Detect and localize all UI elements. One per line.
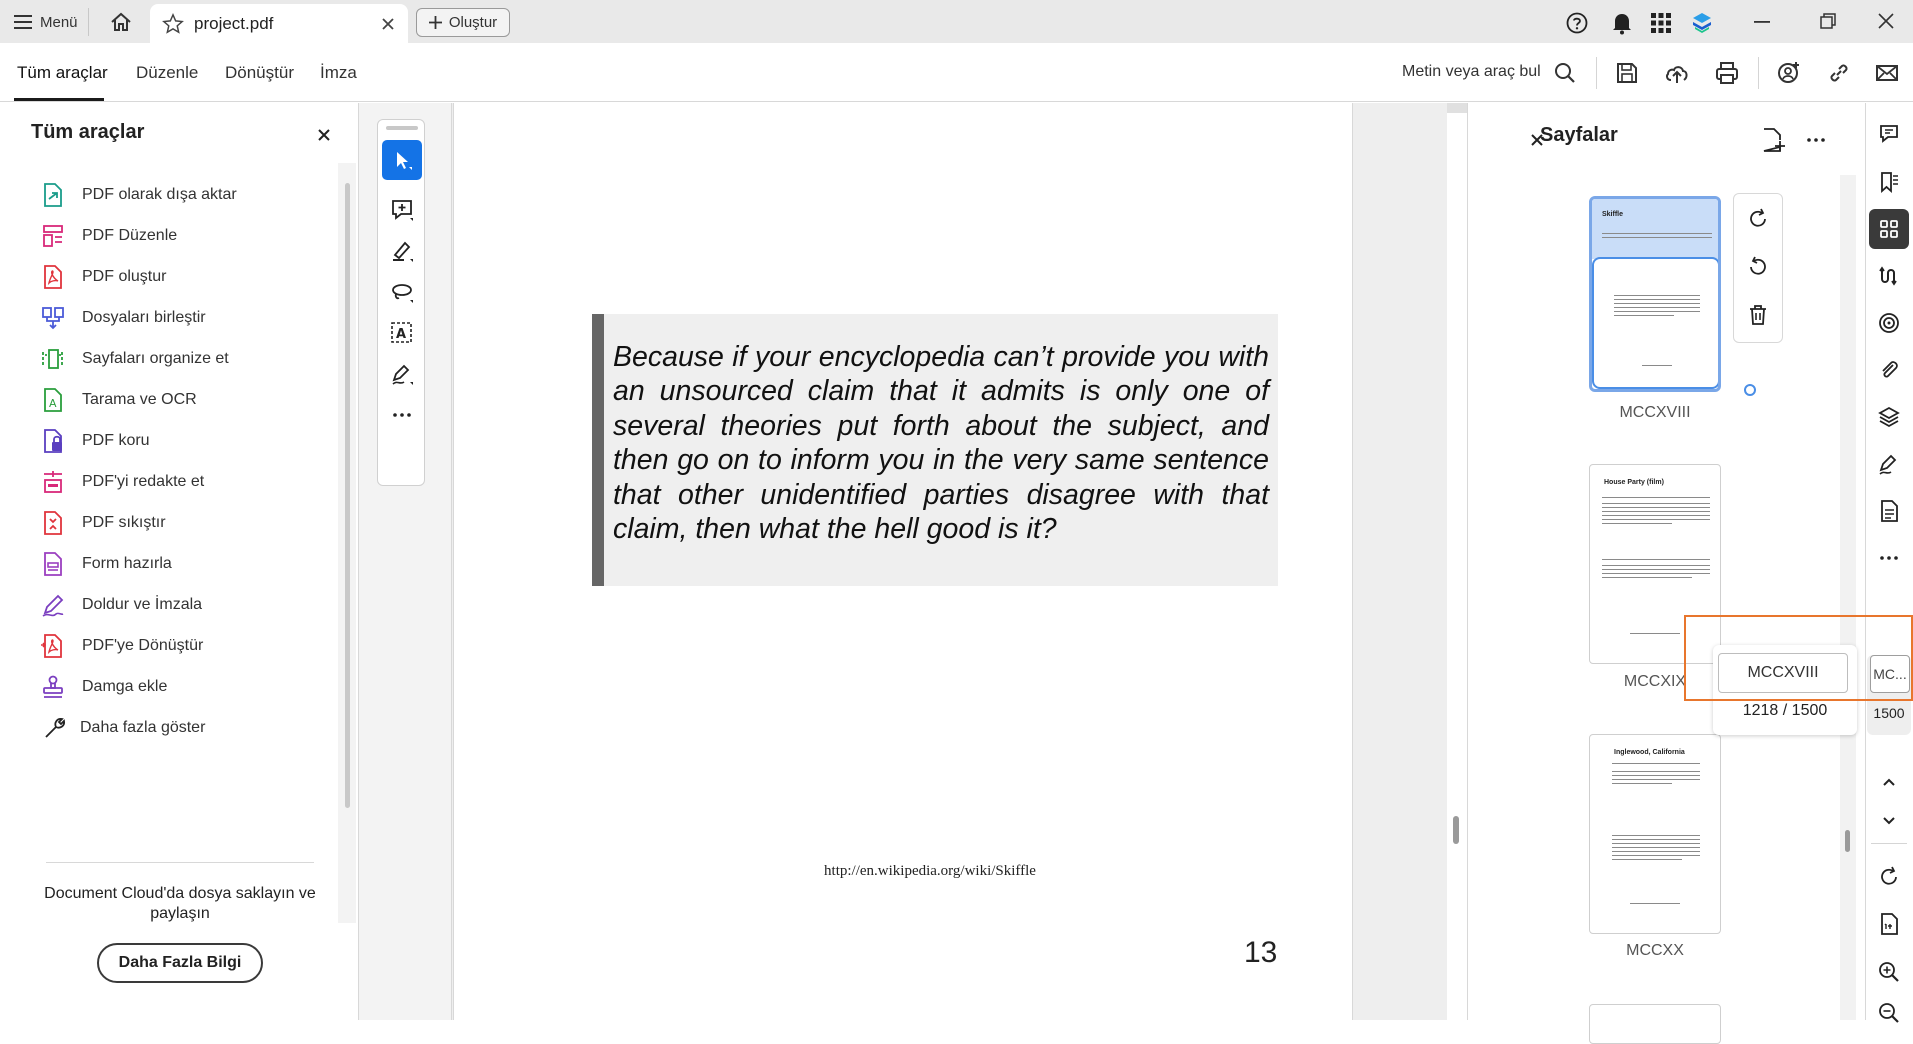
organize-pages-icon — [40, 346, 66, 372]
more-options-icon[interactable] — [1806, 137, 1826, 143]
document-cloud-promo: Document Cloud'da dosya saklayın ve paylaşın — [44, 885, 316, 922]
previous-page-button[interactable] — [1869, 762, 1909, 802]
minimize-icon[interactable] — [1754, 21, 1770, 23]
rotate-clockwise-icon[interactable] — [1747, 208, 1769, 230]
compress-pdf-icon — [40, 510, 66, 536]
tool-label: Dosyaları birleştir — [82, 309, 206, 326]
document-properties-button[interactable] — [1869, 491, 1909, 531]
add-comment-button[interactable] — [382, 190, 422, 230]
plus-icon — [429, 16, 442, 29]
title-bar — [0, 0, 1913, 43]
menu-button[interactable] — [14, 7, 78, 37]
create-button[interactable] — [416, 8, 510, 37]
more-tools-button[interactable] — [382, 395, 422, 435]
home-button[interactable] — [110, 7, 132, 37]
svg-text:A: A — [396, 327, 407, 342]
tool-add-stamp[interactable] — [40, 672, 167, 702]
pen-sign-icon — [390, 362, 414, 386]
search-icon[interactable] — [1552, 60, 1578, 86]
tool-export-pdf[interactable] — [40, 180, 237, 210]
page-thumbnail[interactable] — [1589, 464, 1721, 664]
scrollbar-track — [1447, 103, 1467, 113]
thumbnail-label: MCCXIX — [1623, 673, 1687, 690]
zoom-in-icon — [1878, 961, 1900, 983]
pages-button[interactable] — [1869, 209, 1909, 249]
tool-label: Damga ekle — [82, 678, 168, 695]
select-tool-button[interactable] — [382, 140, 422, 180]
tool-label: PDF Düzenle — [82, 227, 178, 244]
menu-bar — [0, 43, 1913, 102]
page-count: 1218 / 1500 — [1742, 702, 1828, 719]
divider — [1871, 843, 1907, 844]
tool-label: PDF oluştur — [82, 268, 167, 285]
learn-more-button[interactable]: Daha Fazla Bilgi — [97, 943, 263, 983]
thumbnail-label: MCCXVIII — [1619, 404, 1691, 421]
thumbnail-heading: House Party (film) — [1604, 479, 1664, 486]
scan-ocr-icon — [40, 387, 66, 413]
thumbnail-actions — [1733, 193, 1783, 343]
sign-button[interactable] — [382, 354, 422, 394]
more-icon — [392, 412, 412, 418]
target-icon — [1877, 311, 1901, 335]
tool-scan-ocr[interactable] — [40, 385, 197, 415]
add-comment-icon — [390, 198, 414, 222]
tool-fill-sign[interactable] — [40, 590, 202, 620]
insert-page-icon[interactable] — [1761, 127, 1785, 153]
svg-text:A: A — [49, 397, 57, 410]
highlight-button[interactable] — [382, 231, 422, 271]
chevron-up-icon — [1882, 777, 1896, 787]
chevron-down-icon — [1882, 816, 1896, 826]
tool-compress-pdf[interactable] — [40, 508, 166, 538]
zoom-in-button[interactable] — [1869, 952, 1909, 992]
divider — [46, 862, 314, 863]
attachments-button[interactable] — [1869, 350, 1909, 390]
highlighter-icon — [390, 239, 414, 263]
page-thumbnail[interactable] — [1589, 734, 1721, 934]
thumbnail-highlight — [1592, 199, 1721, 259]
show-more-label: Daha fazla göster — [80, 719, 206, 736]
active-tab-indicator — [14, 98, 104, 101]
divider — [1758, 57, 1759, 89]
panel-title: Tüm araçlar — [31, 121, 145, 143]
tab-title: project.pdf — [194, 13, 274, 33]
tool-label: PDF sıkıştır — [82, 514, 166, 531]
page-number-input[interactable]: MCCXVIII — [1718, 653, 1848, 693]
restore-icon[interactable] — [1820, 13, 1836, 29]
scrollbar-thumb[interactable] — [1453, 816, 1459, 844]
tool-label: PDF olarak dışa aktar — [82, 186, 237, 203]
save-icon[interactable] — [1614, 60, 1640, 86]
more-panels-button[interactable] — [1869, 538, 1909, 578]
fit-page-icon — [1878, 912, 1900, 936]
comments-icon — [1877, 122, 1901, 146]
apps-grid-icon[interactable] — [1651, 13, 1671, 33]
menu-label: Menü — [40, 13, 78, 31]
close-tab-icon[interactable] — [382, 18, 394, 30]
bell-icon[interactable] — [1611, 11, 1633, 35]
tool-convert-to-pdf[interactable] — [40, 631, 203, 661]
layers-brand-icon[interactable] — [1691, 11, 1713, 35]
page-number-field[interactable]: MC... — [1870, 655, 1910, 693]
hamburger-icon — [14, 15, 32, 29]
trash-icon[interactable] — [1747, 304, 1769, 326]
cloud-upload-icon[interactable] — [1664, 60, 1690, 86]
fit-page-button[interactable] — [1869, 904, 1909, 944]
prepare-form-icon — [40, 551, 66, 577]
thumbnail-label: MCCXX — [1626, 942, 1684, 959]
tool-create-pdf[interactable] — [40, 262, 166, 292]
close-window-icon[interactable] — [1878, 13, 1894, 29]
accessibility-button[interactable] — [1869, 303, 1909, 343]
drag-handle[interactable] — [386, 126, 418, 130]
zoom-out-icon — [1878, 1002, 1900, 1024]
scrollbar-track — [1840, 175, 1856, 1020]
wrench-icon — [42, 715, 68, 741]
tool-label: PDF'ye Dönüştür — [82, 637, 204, 654]
tool-redact-pdf[interactable] — [40, 467, 204, 497]
comments-button[interactable] — [1869, 114, 1909, 154]
convert-to-pdf-icon — [40, 633, 66, 659]
quick-tools-toolbar — [377, 119, 425, 486]
compare-button[interactable] — [1869, 256, 1909, 296]
protect-pdf-icon — [40, 428, 66, 454]
tool-combine-files[interactable] — [40, 303, 206, 333]
print-icon[interactable] — [1714, 60, 1740, 86]
scrollbar-thumb[interactable] — [1845, 830, 1850, 852]
tool-label: Form hazırla — [82, 555, 172, 572]
page-thumbnail-selected[interactable] — [1589, 196, 1721, 392]
page-thumbnails-icon — [1878, 218, 1900, 240]
tab-edit[interactable]: Düzenle — [136, 63, 199, 82]
divider — [1596, 57, 1597, 89]
link-icon[interactable] — [1826, 60, 1852, 86]
scrollbar-thumb[interactable] — [345, 183, 350, 808]
bookmark-icon — [1877, 170, 1901, 194]
tab-sign[interactable]: İmza — [320, 63, 357, 82]
tool-label: Tarama ve OCR — [82, 391, 197, 408]
create-label: Oluştur — [448, 14, 498, 31]
pen-sign-icon — [1877, 452, 1901, 476]
document-tab[interactable] — [150, 4, 408, 43]
tool-label: Sayfaları organize et — [82, 350, 229, 367]
bookmarks-button[interactable] — [1869, 162, 1909, 202]
share-user-icon[interactable] — [1776, 60, 1802, 86]
sign-panel-button[interactable] — [1869, 444, 1909, 484]
rotate-view-button[interactable] — [1869, 857, 1909, 897]
tool-organize-pages[interactable] — [40, 344, 229, 374]
tool-label: PDF koru — [82, 432, 150, 449]
tool-prepare-form[interactable] — [40, 549, 172, 579]
create-pdf-icon — [40, 264, 66, 290]
text-box-icon — [390, 321, 414, 345]
tab-all-tools[interactable]: Tüm araçlar — [17, 63, 108, 82]
compare-icon — [1877, 264, 1901, 288]
text-box-button[interactable] — [382, 313, 422, 353]
help-icon[interactable] — [1566, 12, 1588, 34]
thumbnail-heading: Skiffle — [1602, 211, 1624, 218]
page-number: 13 — [1244, 936, 1278, 969]
divider — [88, 8, 89, 36]
all-tools-panel — [0, 103, 359, 1020]
more-icon — [1879, 555, 1899, 561]
redact-pdf-icon — [40, 469, 66, 495]
layers-icon — [1877, 405, 1901, 429]
export-pdf-icon — [40, 182, 66, 208]
document-icon — [1877, 499, 1901, 523]
show-more-tools[interactable] — [42, 713, 205, 743]
edit-pdf-icon — [40, 223, 66, 249]
stamp-icon — [40, 674, 66, 700]
total-pages: 1500 — [1873, 705, 1905, 721]
draw-button[interactable] — [382, 272, 422, 312]
zoom-out-button[interactable] — [1869, 993, 1909, 1033]
page-thumbnail[interactable] — [1589, 1004, 1721, 1044]
next-page-button[interactable] — [1869, 801, 1909, 841]
home-icon — [110, 12, 132, 32]
tool-label: PDF'yi redakte et — [82, 473, 205, 490]
cursor-arrow-icon — [391, 149, 413, 171]
email-icon[interactable] — [1874, 60, 1900, 86]
rotate-counterclockwise-icon[interactable] — [1747, 256, 1769, 278]
search-tools-label[interactable]: Metin veya araç bul — [1402, 63, 1541, 80]
quote-text: Because if your encyclopedia can’t provide you with an unsourced claim that it admits is only one of several theories put forth about the subject, and then go on to inform you in the very same sentence that other unidentified parties disagree with that claim, then what the hell good is it? — [613, 341, 1269, 546]
lasso-icon — [390, 280, 414, 304]
close-panel-icon[interactable] — [318, 129, 330, 141]
thumbnail-heading: Inglewood, California — [1614, 749, 1685, 756]
paperclip-icon — [1877, 358, 1901, 382]
star-icon[interactable] — [162, 13, 184, 35]
rotate-clockwise-icon — [1878, 866, 1900, 888]
tool-label: Doldur ve İmzala — [82, 596, 203, 613]
resize-handle[interactable] — [1744, 384, 1756, 396]
combine-files-icon — [40, 305, 66, 331]
page-url: http://en.wikipedia.org/wiki/Skiffle — [824, 863, 1036, 879]
layers-button[interactable] — [1869, 397, 1909, 437]
thumbnail-selection — [1592, 257, 1720, 389]
fill-sign-icon — [40, 592, 66, 618]
tool-edit-pdf[interactable] — [40, 221, 177, 251]
pages-panel-title: Sayfalar — [1540, 124, 1618, 146]
tool-protect-pdf[interactable] — [40, 426, 150, 456]
tab-convert[interactable]: Dönüştür — [225, 63, 294, 82]
